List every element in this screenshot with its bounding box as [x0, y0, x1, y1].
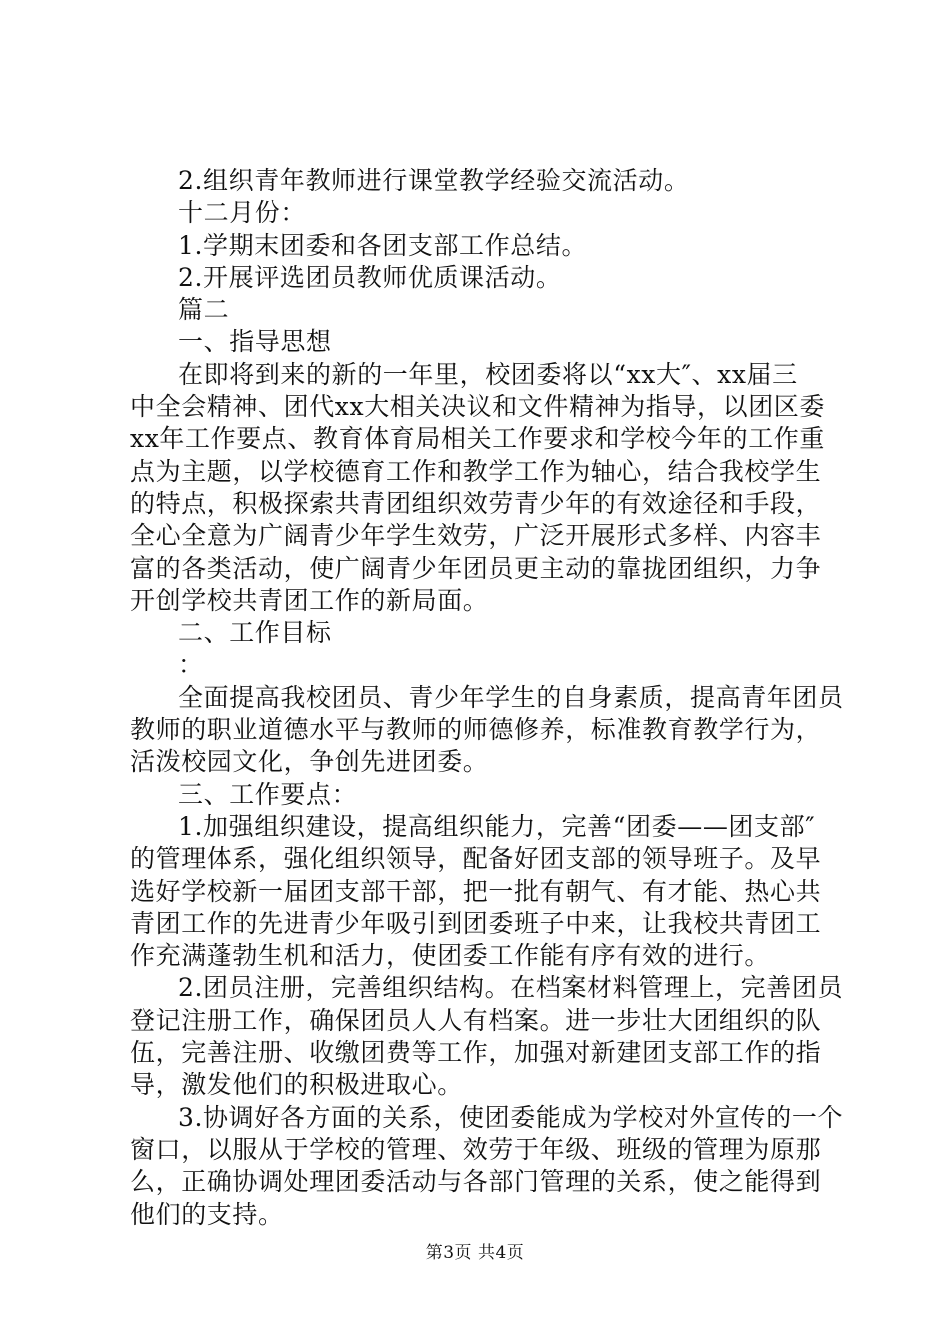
document-line: 的特点，积极探索共青团组织效劳青少年的有效途径和手段，	[130, 488, 822, 518]
document-line: 篇二	[178, 295, 230, 325]
document-line: 一、指导思想	[178, 327, 332, 357]
document-line: 活泼校园文化，争创先进团委。	[130, 747, 489, 777]
document-line: 窗口，以服从于学校的管理、效劳于年级、班级的管理为原那	[130, 1134, 822, 1164]
document-line: 三、工作要点：	[178, 779, 358, 809]
document-line: 教师的职业道德水平与教师的师德修养，标准教育教学行为，	[130, 715, 822, 745]
document-line: 青团工作的先进青少年吸引到团委班子中来，让我校共青团工	[130, 908, 822, 938]
document-line: 在即将到来的新的一年里，校团委将以“xx大″、xx届三	[178, 359, 798, 389]
document-line: 全面提高我校团员、青少年学生的自身素质，提高青年团员	[178, 682, 844, 712]
document-line: ：	[178, 650, 204, 680]
document-line: 富的各类活动，使广阔青少年团员更主动的靠拢团组织，力争	[130, 553, 822, 583]
document-line: 开创学校共青团工作的新局面。	[130, 585, 489, 615]
document-line: 点为主题，以学校德育工作和教学工作为轴心，结合我校学生	[130, 456, 822, 486]
document-line: 二、工作目标	[178, 618, 332, 648]
document-body	[130, 165, 844, 1231]
page-footer: 第3页 共4页	[425, 1243, 525, 1263]
document-line: xx年工作要点、教育体育局相关工作要求和学校今年的工作重	[130, 424, 826, 454]
document-line: 中全会精神、团代xx大相关决议和文件精神为指导，以团区委	[130, 392, 826, 422]
document-line: 选好学校新一届团支部干部，把一批有朝气、有才能、热心共	[130, 876, 822, 906]
document-line: 导，激发他们的积极进取心。	[130, 1070, 463, 1100]
document-line: 2.团员注册，完善组织结构。在档案材料管理上，完善团员	[178, 973, 844, 1003]
document-line: 他们的支持。	[130, 1199, 284, 1229]
document-line: 全心全意为广阔青少年学生效劳，广泛开展形式多样、内容丰	[130, 521, 822, 551]
document-line: 2.开展评选团员教师优质课活动。	[178, 262, 562, 292]
document-line: 2.组织青年教师进行课堂教学经验交流活动。	[178, 166, 690, 195]
document-line: 伍，完善注册、收缴团费等工作，加强对新建团支部工作的指	[130, 1038, 822, 1068]
document-line: 作充满蓬勃生机和活力，使团委工作能有序有效的进行。	[130, 941, 771, 971]
document-line: 么，正确协调处理团委活动与各部门管理的关系，使之能得到	[130, 1167, 822, 1197]
document-line: 登记注册工作，确保团员人人有档案。进一步壮大团组织的队	[130, 1005, 822, 1035]
document-line: 的管理体系，强化组织领导，配备好团支部的领导班子。及早	[130, 844, 822, 874]
document-line: 1.加强组织建设，提高组织能力，完善“团委——团支部″	[178, 811, 816, 841]
document-line: 1.学期末团委和各团支部工作总结。	[178, 230, 588, 260]
document-line: 3.协调好各方面的关系，使团委能成为学校对外宣传的一个	[178, 1102, 844, 1132]
document-line: 十二月份：	[178, 198, 307, 228]
